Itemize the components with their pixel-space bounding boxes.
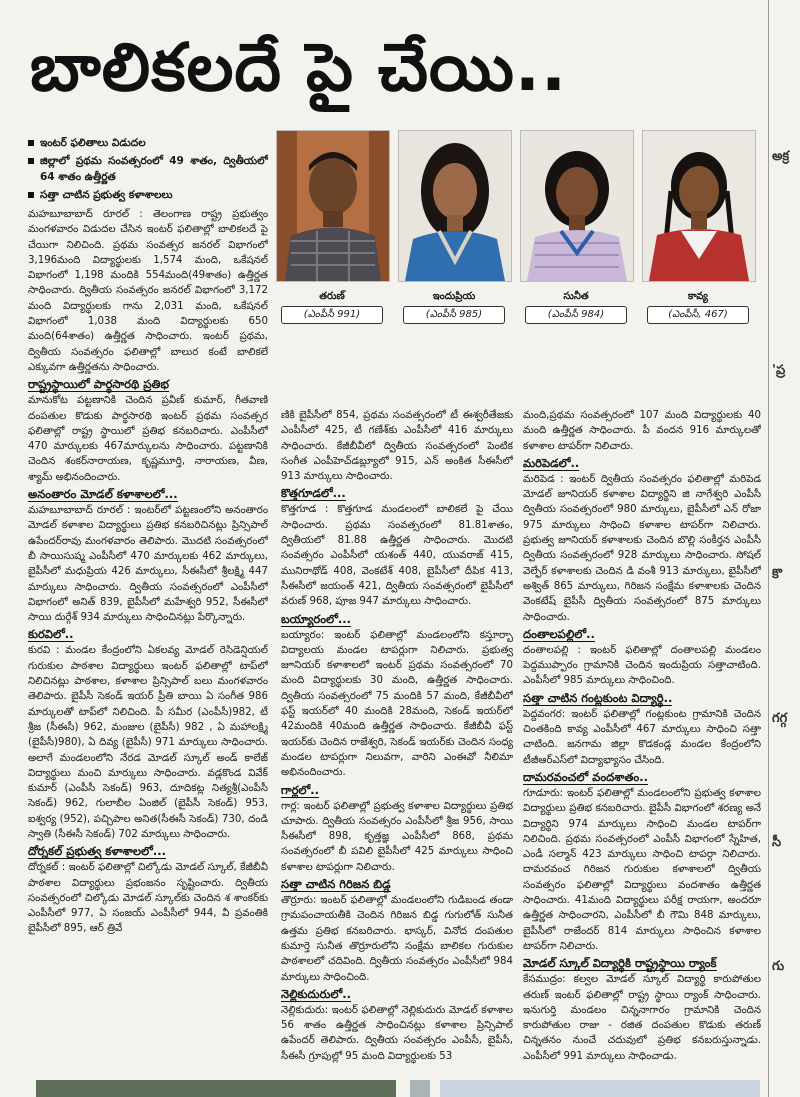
article-paragraph: గార్ల: ఇంటర్ ఫలితాల్లో ప్రభుత్వ కళాశాల విద్యార్థులు ప్రతిభ చూపారు. ద్వితీయ సంవత్సరం ఎంపీసీలో శ్రీజ 956, సాయి సీఈసీలో 898, కృత్తజ్ఞ ఎంపీసీలో 868, ప్రథమ సంవత్సరంలో బీ పవిలి బైపీసీలో 425 మార్కులు సాధించి కళాశాల టాపర్లుగా నిలిచారు. <box>281 800 513 873</box>
article-paragraph: గూడూరు: ఇంటర్ ఫలితాల్లో మండలంలోని ప్రభుత్వ కళాశాల విద్యార్థులు ప్రతిభ కనబరిచారు. బైపీసీ విభాగంలో శరణ్య అనే విద్యార్థిని 974 మార్కులు సాధించి మండల టాపర్‌గా నిలిచింది. ప్రథమ సంవత్సరంలో ఎంపీసీ విభాగంలో స్నేహిత, ఎండీ సల్మాన్ 423 మార్కులు సాధించి టాపర్గా నిలిచారు. దామరవంచ గిరిజన గురుకుల కళాశాలలో ద్వితీయ సంవత్సరం ఫలితాల్లో విద్యార్థులు వందశాతం ఉత్తీర్ణత సాధించారు. 41మంది విద్యార్థులు పరీక్ష రాయగా, అందరూ ఉత్తీర్ణత సాధించారని, ఎంపీసీలో బీ గౌమి 848 మార్కులు, బైపీసీలో రాజేందర్ 814 మార్కులు సాధించిన కళాశాల టాపర్‌గా నిలిచారు. <box>523 787 761 952</box>
article-column-1 <box>28 135 268 1085</box>
student-name: తరుణ్ <box>319 291 345 302</box>
article-paragraph: దోర్నకల్ : ఇంటర్ ఫలితాల్లో చిల్కోడు మోడల్ స్కూల్, కేజీబీవీ పాఠశాల విద్యార్థులు ప్రభంజనం సృష్టించారు. ద్వితీయ సంవత్సరంలో చిల్కోడు మోడల్ స్కూల్‌కు చెందిన శ శాంకర్‌కు ఎంపీసీలో 977, ఏ సంజయ్ ఎంపీసీలో 944, వీ ప్రవంతికి బైపీసీలో 895, ఆర్ త్రివే <box>28 862 268 935</box>
bottom-photo <box>36 1080 396 1097</box>
article-paragraph: మహబూబాబాద్ రూరల్ : ఇంటర్‌లో పట్టణంలోని అనంతారం మోడల్ కళాశాల విద్యార్థులు ప్రతిభ కనబరిచినట్లు ప్రిన్సిపాల్ ఉపేందర్‌రావు మంగళవారం తెలిపారు. మొదటి సంవత్సరంలో బీ సాయిసుష్మ ఎంపీసీలో 470 మార్కులకు 462 మార్కులు, బైపీసీలో మధుప్రియ 426 మార్కులు, సీఈసీలో శ్రీలక్ష్మి 447 మార్కులు సాధించారు. ద్వితీయ సంవత్సరంలో ఎంపీసీలో విభాగంలో అనిత్ 839, బైపీసీలో మహేశ్వరి 952, సీఈసీలో సాయి దుర్గేశ్ 934 మార్కులు సాధించినట్లు పేర్కొన్నారు. <box>28 505 268 624</box>
photo-card-kavya <box>642 130 754 324</box>
article-paragraph: కురవి : మండల కేంద్రంలోని ఏకలవ్య మోడల్ రెసిడెన్షియల్ గురుకుల పాఠశాల విద్యార్థులు ఇంటర్ ఫలితాల్లో టాప్‌లో నిలిచినట్లు పాఠశాల, కళాశాల ప్రిన్సిపాల్ బలు మంగళవారం తెలిపారు. బైపీసీ సెకండ్ ఇయర్ ప్రీతి బాయి ఏ సంగీత 986 మార్కులతో టాప్‌లో నిలిచింది. పీ సమీర (ఎంపీసీ)982, టీ శ్రీజ (సీఈసీ) 962, మంజుల (బైపీసీ) 982 , ఏ మహాలక్ష్మి (బైపీసీ)980), ఏ దివ్య (బైపీసీ) 971 మార్కులు సాధించారు. అలాగే మండలంలోని నేరడ మోడల్ స్కూల్ అండ్ కాలేజ్ విద్యార్థులు మంచి మార్కులు సాధించారు. వడ్లకొండ వివేక్ కుమార్ (ఎంపీసీ సెకండ్) 963, దూదికట్ల నిత్యశ్రీ(ఎంపీసీ సెకండ్) 962, గులాబీల ఏంజిల్ (బైపీసీ సెకండ్) 953, ఐశ్వర్య (952), పచ్చిపాల అనిత(సీఈసీ సెకండ్) 730, దండి స్వాతి (సీఈసీ సెకండ్) 702 మార్కులు సాధించారు. <box>28 645 268 840</box>
article-paragraph: నెల్లికుదురు: ఇంటర్ ఫలితాల్లో నెల్లికుదురు మోడల్ కళాశాల 56 శాతం ఉత్తీర్ణత సాధించినట్లు కళాశాల ప్రిన్సిపాల్ ఉపేందర్ తెలిపారు. ద్వితీయ సంవత్సరం ఎంపీసీ, బైపీసీ, సీఈసీ గ్రూపుల్లో 95 మంది విద్యార్థులకు 53 <box>281 1004 513 1062</box>
student-photo <box>398 130 512 282</box>
adjacent-heading: 'ప్ర <box>772 363 786 378</box>
student-marks: (ఎంపీసీ 991) <box>281 306 383 324</box>
student-name: సునీత <box>563 291 589 302</box>
student-marks: (ఎంపీసీ 985) <box>403 306 505 324</box>
article-paragraph: మరిపెడ : ఇంటర్ ద్వితీయ సంవత్సరం ఫలితాల్లో మరిపెడ మోడల్ జూనియర్ కళాశాల విద్యార్థిని జి నాగేశ్వరి ఎంపీసీ ద్వితీయ సంవత్సరంలో 980 మార్కులు, బైపీసీలో ఎన్ రోజా 975 మార్కులు సాధించి కళాశాల టాపర్‌గా నిలిచారు. ప్రభుత్వ జూనియర్ కళాశాలకు చెందిన బొల్లి సంకీర్తన ఎంపీసీ ద్వితీయ సంవత్సరంలో 928 మార్కులు సాధించారు. సోషల్ వెల్ఫేర్ కళాశాలకు చెందిన డి వంశీ 913 మార్కులు, బైపీసీలో అశ్విత్ 865 మార్కులు, గిరిజన సంక్షేమ కళాశాలకు చెందిన వెంకటేష్ బైపీసీ ద్వితీయ సంవత్సరంలో 875 మార్కులు సాధించారు. <box>523 473 761 623</box>
section-heading: మరిపెడలో.. <box>523 455 580 470</box>
article-intro: మహబూబాబాద్ రూరల్ : తెలంగాణ రాష్ట్ర ప్రభుత్వం మంగళవారం విడుదల చేసిన ఇంటర్ ఫలితాల్లో బాలికలదే పై చేయిగా నిలిచింది. ప్రథమ సంవత్సర జనరల్ విభాగంలో 3,196మంది విద్యార్థులకు 1,574 మంది, ఒకేషనల్ విభాగంలో 1,198 మందికి 554మంది(49శాతం) ఉత్తీర్ణత సాధించారు. ద్వితీయ సంవత్సరం జనరల్ విభాగంలో 3,172 మంది విద్యార్థులకు గాను 2,031 మంది, ఒకేషనల్ విభాగంలో 1,038 మంది విద్యార్థులకు 650 మంది(64శాతం) ఉత్తీర్ణత సాధించారు. ఇంటర్ ప్రథమ, ద్వితీయ సంవత్సరం ఫలితాల్లో బాలుర కంటే బాలికలే ఎక్కువగా ఉత్తీర్ణతను సాధించారు. <box>28 209 268 373</box>
section-heading: దోర్నకల్ ప్రభుత్వ కళాశాలలో... <box>28 844 166 859</box>
adjacent-article-strip <box>768 0 800 1097</box>
adjacent-heading: గు <box>772 959 785 974</box>
bullet-item: ఇంటర్ ఫలితాలు విడుదల <box>28 135 268 151</box>
article-paragraph: బయ్యారం: ఇంటర్ ఫలితాల్లో మండలంలోని కస్తూర్బా విద్యాలయ మండల టాపర్లుగా నిలిచారు. ప్రభుత్వ జూనియర్ కళాశాలలో ఇంటర్ ప్రథమ సంవత్సరంలో 70 మంది విద్యార్థులకు 30 మంది, ఉత్తీర్ణత సాధించారు. ద్వితీయ సంవత్సరంలో 75 మందికి 57 మంది, కేజీబీవీలో ఫస్ట్ ఇయర్‌లో 40 మందికి 28మంది, సెకండ్ ఇయర్‌లో 42మందికి 40మంది ఉత్తీర్ణత సాధించారు. కేజీబీవీ ఫస్ట్ ఇయర్‌కు చెందిన రాజేశ్వరి, సెకండ్ ఇయర్‌కు చెందిన సంధ్య మండల టాపర్లుగా నిలువగా, వారిని ఎంఈవో నీలిమా అభినందించారు. <box>281 629 513 779</box>
article-paragraph: దంతాలపల్లి : ఇంటర్ ఫలితాల్లో దంతాలపల్లి మండలం పెద్దముప్పారం గ్రామానికి చెందిన ఇందుప్రియ సత్తాచాటింది. ఎంపీసీలో 985 మార్కులు సాధించింది. <box>523 644 761 687</box>
article-column-2 <box>281 408 513 1083</box>
section-heading: గార్లలో.. <box>281 782 319 797</box>
section-heading: నెల్లికుదురులో.. <box>281 986 351 1001</box>
adjacent-heading: కొ <box>772 567 783 582</box>
article-paragraph: తొర్రూరు: ఇంటర్ ఫలితాల్లో మండలంలోని గుడిబండ తండా గ్రామపంచాయతీకి చెందిన గిరిజన బిడ్డ గుగులోత్ సునీత ఉత్తమ ప్రతిభ కనబరిచారు. భాస్కర్, వినోద దంపతుల కుమార్తె సునీత తొర్రూరులోని సంక్షేమ బాలికల గురుకుల పాఠశాలలో చదివింది. ద్వితీయ సంవత్సరం ఎంపీసీలో 984 మార్కులు సాధించింది. <box>281 895 513 983</box>
section-heading: సత్తా చాటిన గిరిజన బిడ్డ <box>281 877 391 892</box>
article-paragraph: కొత్తగూడ : కొత్తగూడ మండలంలో బాలికలే పై చేయి సాధించారు. ప్రథమ సంవత్సరంలో 81.81శాతం, ద్వితీయలో 81.88 ఉత్తీర్ణత సాధించారు. మొదటి సంవత్సరం ఎంపీసీలో యశంత్ 440, యువరాజ్ 415, మునిరాథోడ్ 408, వెంకటేశ్ 408, బైపీసీలో దీపిక 413, సీఈసీలో జయంత్ 421, ద్వితీయ సంవత్సరంలో బైపీసీలో వరుణ్ 968, పూజ 947 మార్కులు సాధించారు. <box>281 504 513 608</box>
photo-card-indupriya <box>398 130 510 324</box>
section-heading: దంతాలపల్లిలో.. <box>523 626 595 641</box>
article-paragraph: మానుకోట పట్టణానికి చెందిన ప్రవీణ్ కుమార్, గీతవాణి దంపతుల కొడుకు పార్థసారథి ఇంటర్ ప్రథమ సంవత్సర ఫలితాల్లో రాష్ట్ర స్థాయిలో ప్రతిభ కనబరిచారు. ఎంపీసీలో 470 మార్కులకు 467మార్కులను సాధించారు. పట్టణానికి చెందిన శంకర్‌నారాయణ, కృష్ణమూర్తి, నారాయణ, వీణ, శ్యామ్ అభినందించారు. <box>28 395 268 483</box>
article-paragraph: మంది,ప్రథమ సంవత్సరంలో 107 మంది విద్యార్థులకు 40 మంది ఉత్తీర్ణత సాధించారు. పీ వందన 916 మార్కులతో కళాశాల టాపర్‌గా నిలిచారు. <box>523 410 761 452</box>
article-paragraph: ణికి బైపీసీలో 854, ప్రథమ సంవత్సరంలో టీ ఈశ్వరీతేజకు ఎంపీసీలో 425, టీ గణేశ్‌కు ఎంపీసీలో 416 మార్కులు సాధించారు. కేజీబీవీలో ద్వితీయ సంవత్సరంలో పెంటిక సంగీత ఎంపీహెచ్‌డబ్ల్యూలో 915, ఎన్ అంకిత సీఈసీలో 913 మార్కులు సాధించారు. <box>281 410 513 483</box>
student-marks: (ఎంపీసీ 984) <box>525 306 627 324</box>
section-heading: కొత్తగూడలో... <box>281 486 346 501</box>
article-column-3 <box>523 408 761 1083</box>
student-photo <box>520 130 634 282</box>
adjacent-heading: గగ్గ <box>772 711 788 726</box>
adjacent-heading: సీ <box>772 835 782 850</box>
photo-card-tarun <box>276 130 388 324</box>
student-photos <box>276 130 764 400</box>
headline: బాలికలదే పై చేయి.. <box>30 29 568 106</box>
section-heading: మోడల్ స్కూల్ విద్యార్థికి రాష్ట్రస్థాయి ర్యాంక్ <box>523 956 717 971</box>
student-marks: (ఎంపీసీ, 467) <box>647 306 749 324</box>
section-heading: అనంతారం మోడల్ కళాశాలలో... <box>28 487 178 502</box>
adjacent-heading: అక్ర <box>772 149 790 164</box>
section-heading: దామరవంచలో వందశాతం.. <box>523 769 648 784</box>
bottom-photo <box>440 1080 760 1097</box>
summary-bullets <box>28 135 268 203</box>
photo-card-sunitha <box>520 130 632 324</box>
bottom-photo <box>410 1080 430 1097</box>
article-paragraph: కేసముద్రం: కల్వల మోడల్ స్కూల్ విద్యార్థి కారుపోతుల తరుణ్ ఇంటర్ ఫలితాల్లో రాష్ట్ర స్థాయి ర్యాంక్ సాధించారు. ఇనుగుర్తి మండలం చిన్ననాగారం గ్రామానికి చెందిన కారుపోతుల రాజు - రజిత దంపతుల కొడుకు తరుణ్ చిన్నతనం నుంచే చదువులో ప్రతిభ కనబరుస్తున్నాడు. ఎంపీసీలో 991 మార్కులు సాధించాడు. <box>523 974 761 1062</box>
student-name: కావ్య <box>688 291 708 302</box>
section-heading: బయ్యారంలో... <box>281 611 351 626</box>
student-name: ఇందుప్రియ <box>432 291 476 302</box>
bullet-item: జిల్లాలో ప్రథమ సంవత్సరంలో 49 శాతం, ద్వితీయలో 64 శాతం ఉత్తీర్ణత <box>28 153 268 185</box>
student-photo <box>642 130 756 282</box>
section-heading: కురవిలో.. <box>28 627 74 642</box>
bullet-item: సత్తా చాటిన ప్రభుత్వ కళాశాలలు <box>28 187 268 203</box>
section-heading: సత్తా చాటిన గంట్లకుంట విద్యార్థి.. <box>523 690 673 705</box>
article-paragraph: పెద్దవంగర: ఇంటర్ ఫలితాల్లో గంట్లకుంట గ్రామానికి చెందిన చింతకింది కావ్య ఎంపీసీలో 467 మార్కులు సాధించి సత్తా చాటింది. జనగామ జిల్లా కొడకండ్ల మండల కేంద్రంలోని టీజీఆర్ఎస్‌లో విద్యాభ్యాసం చేసింది. <box>523 708 761 766</box>
student-photo <box>276 130 390 282</box>
section-heading: రాష్ట్రస్థాయిలో పార్థసారథి ప్రతిభ <box>28 377 170 392</box>
